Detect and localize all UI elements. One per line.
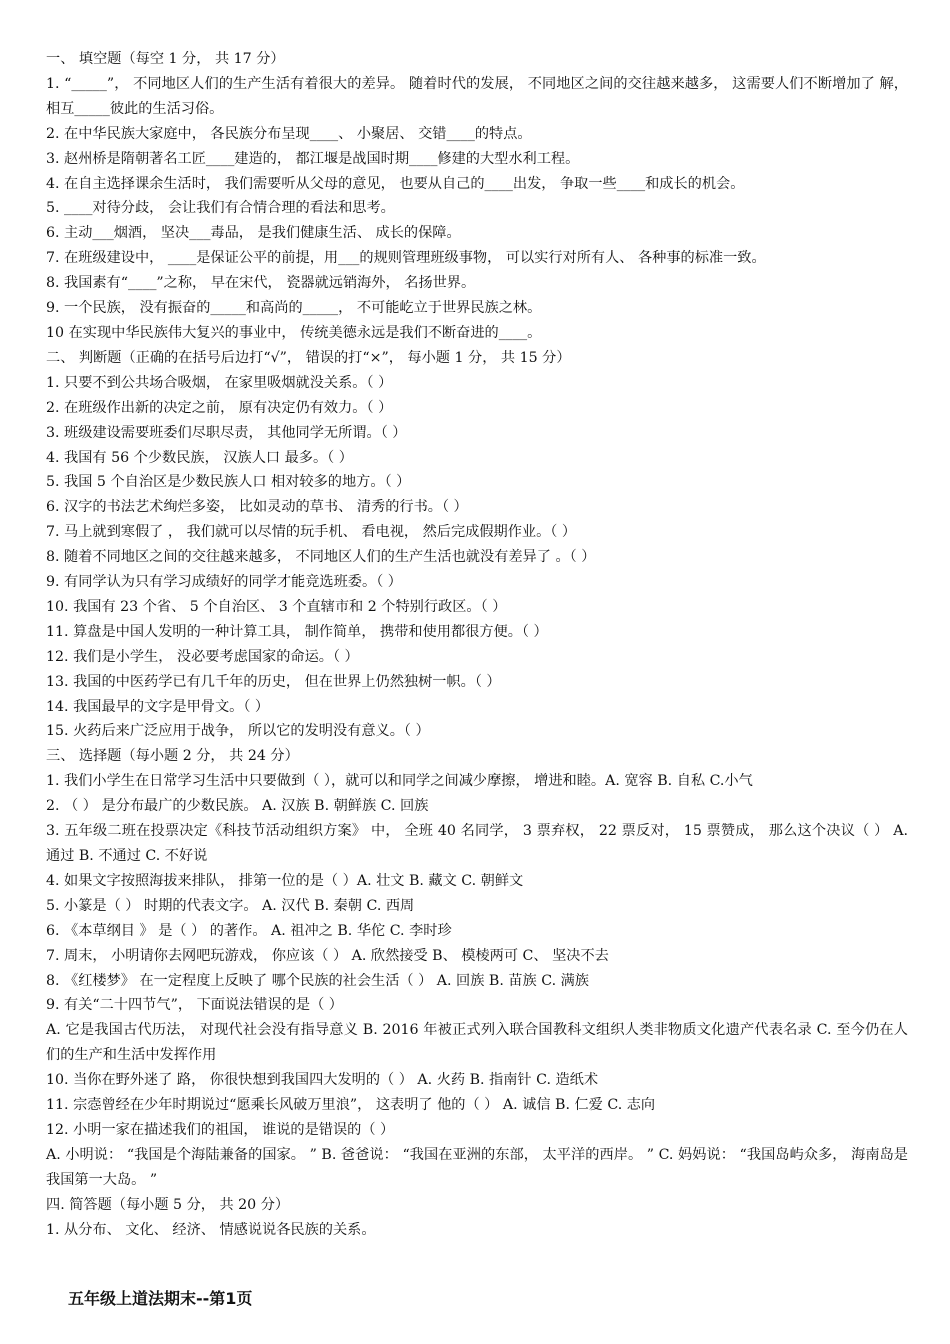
section-heading-multiple-choice: 三、 选择题（每小题 2 分， 共 24 分） <box>46 748 299 765</box>
question-line: 6. 主动___烟酒， 坚决___毒品， 是我们健康生活、 成长的保障。 <box>46 225 461 242</box>
question-line: 2. 在中华民族大家庭中， 各民族分布呈现____、 小聚居、 交错____的特点。 <box>46 125 532 142</box>
question-line: 7. 周末， 小明请你去网吧玩游戏， 你应该（ ） A. 欣然接受 B、 模棱两可 C、 坚决不去 <box>46 947 609 964</box>
section-heading-true-false: 二、 判断题（正确的在括号后边打“√”， 错误的打“×”， 每小题 1 分， 共 15 分） <box>46 349 571 366</box>
question-line: 1. 只要不到公共场合吸烟， 在家里吸烟就没关系。（ ） <box>46 374 393 391</box>
question-line: 6. 汉字的书法艺术绚烂多姿， 比如灵动的草书、 清秀的行书。（ ） <box>46 499 468 516</box>
question-line: 5. ____对待分歧， 会让我们有合情合理的看法和思考。 <box>46 200 395 217</box>
question-line: 11. 宗悫曾经在少年时期说过“愿乘长风破万里浪”， 这表明了 他的（ ） A. 诚信 B. 仁爱 C. 志向 <box>46 1097 656 1114</box>
question-line: 7. 马上就到寒假了 ， 我们就可以尽情的玩手机、 看电视， 然后完成假期作业。（ ） <box>46 524 577 541</box>
question-line: 8. 《红楼梦》 在一定程度上反映了 哪个民族的社会生活（ ） A. 回族 B. 苗族 C. 满族 <box>46 972 589 989</box>
question-line: 12. 我们是小学生， 没必要考虑国家的命运。（ ） <box>46 648 359 665</box>
question-line: 10. 我国有 23 个省、 5 个自治区、 3 个直辖市和 2 个特别行政区。（ ） <box>46 598 507 615</box>
question-line: 3. 五年级二班在投票决定《科技节活动组织方案》 中， 全班 40 名同学， 3 票弃权， 22 票反对， 15 票赞成， 那么这个决议（ ） A. 通过 B. 不通过 C. 不好说 <box>46 823 908 864</box>
question-line: 15. 火药后来广泛应用于战争， 所以它的发明没有意义。（ ） <box>46 723 430 740</box>
section-heading-short-answer: 四. 简答题（每小题 5 分， 共 20 分） <box>46 1196 290 1213</box>
question-line: 11. 算盘是中国人发明的一种计算工具， 制作简单， 携带和使用都很方便。（ ） <box>46 623 548 640</box>
question-line: 10. 当你在野外迷了 路， 你很快想到我国四大发明的（ ） A. 火药 B. 指南针 C. 造纸术 <box>46 1072 599 1089</box>
question-line: 3. 班级建设需要班委们尽职尽责， 其他同学无所谓。（ ） <box>46 424 407 441</box>
page-footer: 五年级上道法期末--第1页 <box>68 1289 253 1308</box>
question-line: 1. 我们小学生在日常学习生活中只要做到（ ），就可以和同学之间减少摩擦， 增进和睦。A. 宽容 B. 自私 C.小气 <box>46 773 753 790</box>
question-line: 1. 从分布、 文化、 经济、 情感说说各民族的关系。 <box>46 1221 376 1238</box>
question-line: 9. 有同学认为只有学习成绩好的同学才能竞选班委。（ ） <box>46 574 402 591</box>
question-line: 4. 在自主选择课余生活时， 我们需要听从父母的意见， 也要从自己的____出发， 争取一些____和成长的机会。 <box>46 175 745 192</box>
question-line: 9. 一个民族， 没有振奋的_____和高尚的_____， 不可能屹立于世界民族之林。 <box>46 300 542 317</box>
question-line: 1. “_____”， 不同地区人们的生产生活有着很大的差异。 随着时代的发展， 不同地区之间的交往越来越多， 这需要人们不断增加了 解， 相互_____彼此的生活习俗。 <box>46 75 908 117</box>
question-line: 5. 我国 5 个自治区是少数民族人口 相对较多的地方。（ ） <box>46 474 411 491</box>
question-line: 12. 小明一家在描述我们的祖国， 谁说的是错误的（ ） <box>46 1121 395 1138</box>
question-line: 7. 在班级建设中， ____是保证公平的前提，用___的规则管理班级事物， 可以实行对所有人、 各种事的标准一致。 <box>46 250 766 267</box>
exam-content <box>46 47 908 1243</box>
question-line: 9. 有关“二十四节气”， 下面说法错误的是（ ） <box>46 997 343 1014</box>
question-line: 10 在实现中华民族伟大复兴的事业中， 传统美德永远是我们不断奋进的____。 <box>46 324 542 341</box>
question-line: 4. 我国有 56 个少数民族， 汉族人口 最多。（ ） <box>46 449 353 466</box>
question-line: 8. 我国素有“____”之称， 早在宋代， 瓷器就远销海外， 名扬世界。 <box>46 275 476 292</box>
question-line: 14. 我国最早的文字是甲骨文。（ ） <box>46 698 270 715</box>
question-line: 6. 《本草纲目 》 是（ ） 的著作。 A. 祖冲之 B. 华佗 C. 李时珍 <box>46 922 452 939</box>
question-line: 5. 小篆是（ ） 时期的代表文字。 A. 汉代 B. 秦朝 C. 西周 <box>46 897 415 914</box>
section-heading-fill-blank: 一、 填空题（每空 1 分， 共 17 分） <box>46 51 285 67</box>
question-line: 13. 我国的中医药学已有几千年的历史， 但在世界上仍然独树一帜。（ ） <box>46 673 501 690</box>
question-line: 3. 赵州桥是隋朝著名工匠____建造的， 都江堰是战国时期____修建的大型水利工程。 <box>46 150 580 167</box>
question-options: A. 它是我国古代历法， 对现代社会没有指导意义 B. 2016 年被正式列入联合国教科文组织人类非物质文化遗产代表名录 C. 至今仍在人们的生产和生活中发挥作用 <box>46 1022 908 1064</box>
question-line: 8. 随着不同地区之间的交往越来越多， 不同地区人们的生产生活也就没有差异了 。（ ） <box>46 549 596 566</box>
question-options: A. 小明说： “我国是个海陆兼备的国家。 ” B. 爸爸说： “我国在亚洲的东部， 太平洋的西岸。 ” C. 妈妈说： “我国岛屿众多， 海南岛是我国第一大岛。 ” <box>46 1146 908 1188</box>
question-line: 2. （ ） 是分布最广的少数民族。 A. 汉族 B. 朝鲜族 C. 回族 <box>46 798 429 815</box>
question-line: 2. 在班级作出新的决定之前， 原有决定仍有效力。（ ） <box>46 399 393 416</box>
question-line: 4. 如果文字按照海拔来排队， 排第一位的是（ ）A. 壮文 B. 藏文 C. 朝鲜文 <box>46 872 524 889</box>
